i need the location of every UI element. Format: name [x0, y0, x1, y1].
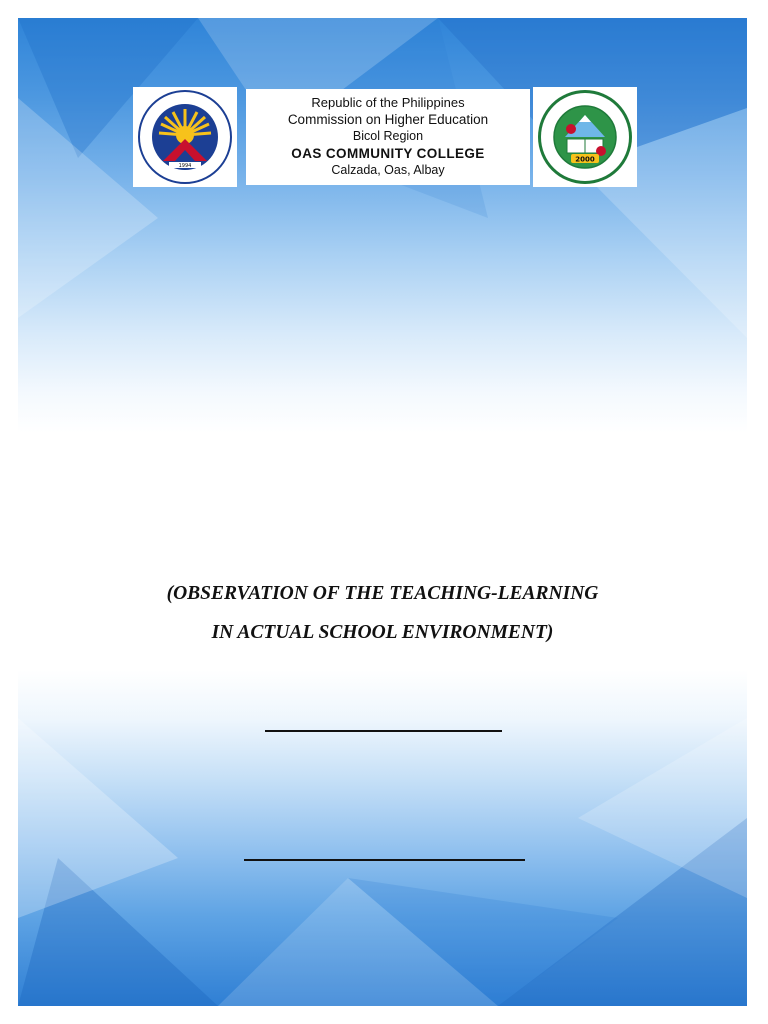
course-blank-line — [244, 859, 525, 861]
college-name: OAS COMMUNITY COLLEGE — [291, 146, 485, 161]
letterhead-text — [246, 89, 530, 185]
occ-seal-year: 2000 — [575, 155, 595, 164]
ched-seal-icon — [133, 87, 237, 187]
college-address: Calzada, Oas, Albay — [331, 163, 445, 177]
republic-line: Republic of the Philippines — [311, 95, 465, 110]
document-title-line-2: IN ACTUAL SCHOOL ENVIRONMENT) — [211, 622, 554, 643]
ched-seal-year: 1994 — [178, 163, 192, 169]
name-blank-line — [265, 730, 502, 732]
oas-community-college-seal-icon — [533, 87, 637, 187]
ched-logo — [133, 87, 237, 187]
oas-community-college-logo — [533, 87, 637, 187]
document-page — [18, 18, 747, 1006]
region-line: Bicol Region — [352, 129, 424, 143]
document-title-line-1: (OBSERVATION OF THE TEACHING-LEARNING — [166, 583, 599, 604]
letterhead-header — [133, 87, 639, 187]
commission-line: Commission on Higher Education — [287, 112, 489, 127]
